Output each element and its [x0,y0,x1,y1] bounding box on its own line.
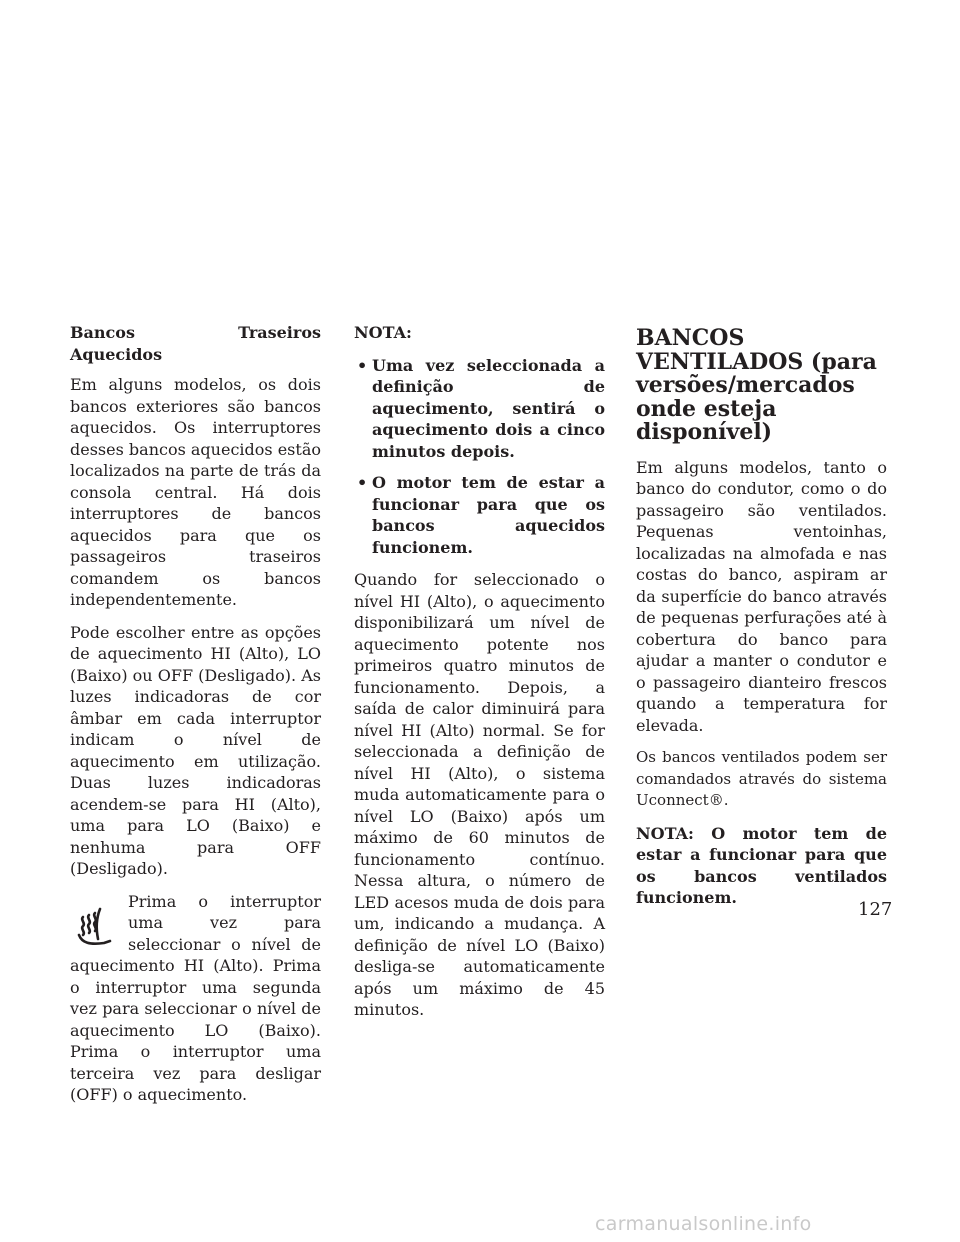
bullet-icon: • [357,355,368,375]
paragraph-uconnect: Os bancos ventilados podem ser comandados através do sistema Uconnect®. [636,748,887,809]
right-column [636,322,887,920]
left-column [70,322,321,1117]
note-bullet-item [354,355,605,463]
watermark: carmanualsonline.info [595,1213,812,1235]
note-list [354,355,605,559]
note-label: NOTA: [354,323,412,342]
paragraph-heat-options: Pode escolher entre as opções de aquecimento HI (Alto), LO (Baixo) ou OFF (Desligado). As luzes indicadoras de cor âmbar em cada interruptor indicam o nível de aquecimento em utilização. Duas luzes indicadoras acendem-se para HI (Alto), uma para LO (Baixo) e nenhuma para OFF (Desligado). [70,622,321,878]
note-bullet-text: Uma vez seleccionada a definição de aquecimento, sentirá o aquecimento dois a cinco minutos depois. [372,355,605,461]
note-bullet-item [354,472,605,558]
paragraph-rear-heated-seats: Em alguns modelos, os dois bancos exteriores são bancos aquecidos. Os interruptores desses bancos aquecidos estão localizados na parte de trás da consola central. Há dois interruptores de bancos aquecidos para que os passageiros traseiros comandem os bancos independentemente. [70,375,321,609]
middle-column [354,322,605,1032]
page-number: 127 [858,899,893,920]
heated-seat-icon [70,905,116,951]
section-subheading: Bancos Traseiros Aquecidos [70,323,321,364]
note-bullet-text: O motor tem de estar a funcionar para que os bancos aquecidos funcionem. [372,473,605,557]
note-engine-running: NOTA: O motor tem de estar a funcionar para que os bancos ventilados funcionem. [636,823,887,907]
paragraph-switch-usage: Prima o interruptor uma vez para seleccionar o nível de aquecimento HI (Alto). Prima o interruptor uma segunda vez para seleccionar o nível de aquecimento LO (Baixo). Prima o interruptor uma terceira vez para desligar (OFF) o aquecimento. [70,891,321,1104]
switch-instruction-block [70,891,321,1106]
bullet-icon: • [357,473,368,492]
paragraph-hi-level-behavior: Quando for seleccionado o nível HI (Alto), o aquecimento disponibilizará um nível de aquecimento potente nos primeiros quatro minutos de funcionamento. Depois, a saída de calor diminuirá para nível HI (Alto) normal. Se for seleccionada a definição de nível HI (Alto), o sistema muda automaticamente para o nível LO (Baixo) após um máximo de 60 minutos de funcionamento contínuo. Nessa altura, o número de LED acesos muda de dois para um, indicando a mudança. A definição de nível LO (Baixo) desliga-se automaticamente após um máximo de 45 minutos. [354,570,605,1019]
section-heading: BANCOS VENTILADOS (para versões/mercados onde esteja disponível) [636,325,877,445]
paragraph-ventilated-seats: Em alguns modelos, tanto o banco do condutor, como o do passageiro são ventilados. Pequenas ventoinhas, localizadas na almofada e nas costas do banco, aspiram ar da superfície do banco através de pequenas perfurações até à cobertura do banco para ajudar a manter o condutor e o passageiro dianteiro frescos quando a temperatura for elevada. [636,457,887,735]
